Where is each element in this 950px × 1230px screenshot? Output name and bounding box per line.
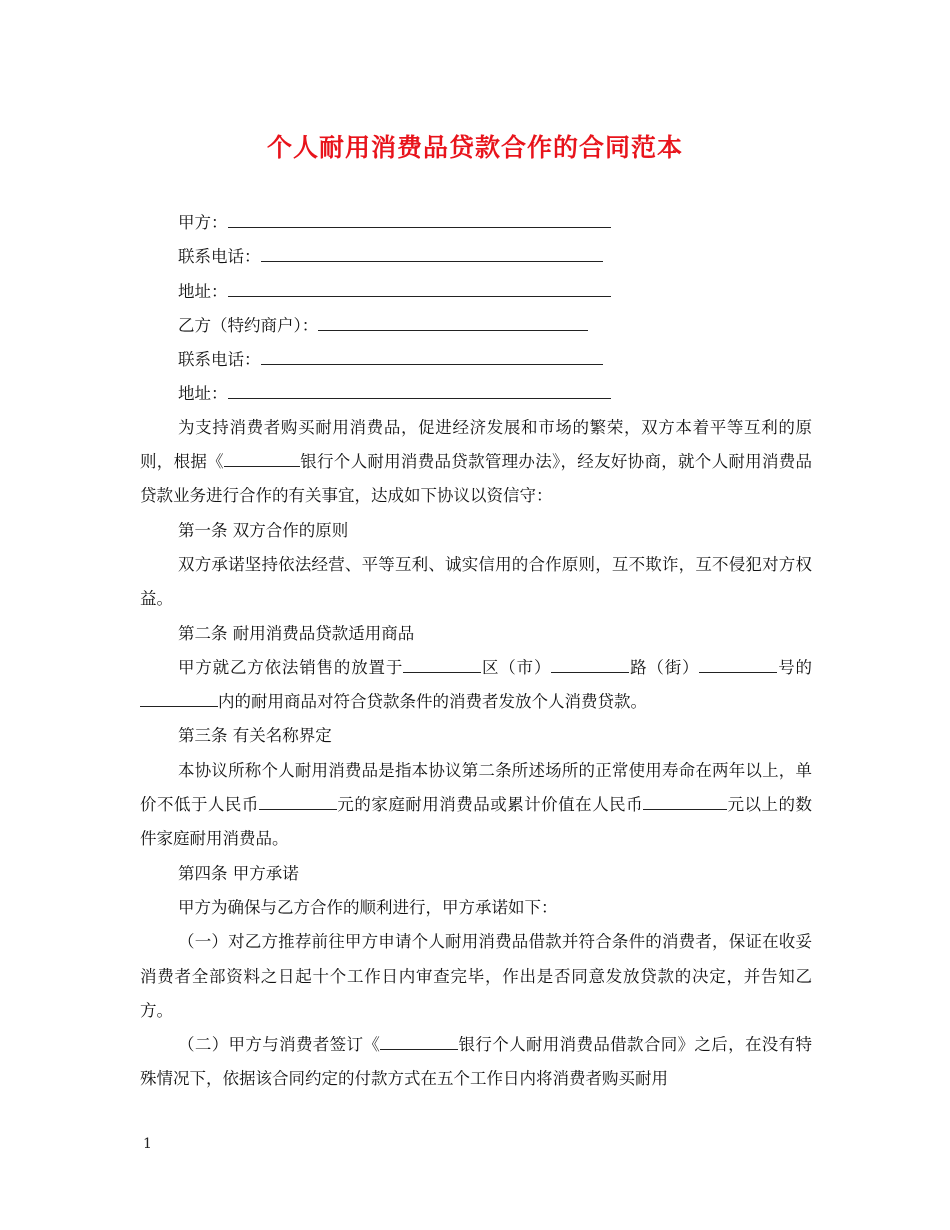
intro-paragraph [140, 411, 812, 514]
article-4-heading: 第四条 甲方承诺 [178, 863, 299, 883]
intro-text-1: 为支持消费者购买耐用消费品，促进经济发展和市场的繁荣，双方本着平等互利的原则，根据《 [140, 417, 812, 472]
article-4-text: 甲方为确保与乙方合作的顺利进行，甲方承诺如下： [178, 897, 558, 917]
party-a-blank [228, 205, 611, 228]
article-3-text-2: 元的家庭耐用消费品或累计价值在人民币 [336, 795, 644, 815]
party-b-address-field [140, 376, 812, 410]
article-2-text-1: 甲方就乙方依法销售的放置于 [178, 657, 404, 677]
article-3-text-1: 本协议所称个人耐用消费品是指本协议第二条所述场所的正常使用寿命在两年以上，单价不低于人民币 [140, 760, 812, 815]
party-b-phone-label: 联系电话： [178, 350, 261, 370]
article-2-heading: 第二条 耐用消费品贷款适用商品 [178, 623, 415, 643]
party-a-field [140, 205, 812, 239]
article-1-text: 双方承诺坚持依法经营、平等互利、诚实信用的合作原则，互不欺诈，互不侵犯对方权益。 [140, 554, 812, 609]
district-blank [403, 654, 481, 673]
article-2-text-5: 内的耐用商品对符合贷款条件的消费者发放个人消费贷款。 [218, 692, 647, 712]
intro-text-2: 银行个人耐用消费品贷款管理办法》，经友好协商，就个人耐用消费品贷款业务进行合作的有关事宜，达成如下协议以资信守： [140, 452, 813, 506]
bank-name-blank [224, 448, 300, 467]
road-blank [551, 654, 629, 673]
article-2-text [140, 651, 812, 720]
party-a-address-label: 地址： [178, 281, 228, 301]
number-blank [699, 654, 777, 673]
party-a-phone-field [140, 239, 812, 273]
article-3-text-3: 元以上的数件家庭耐用消费品。 [140, 795, 813, 849]
party-b-phone-blank [261, 342, 603, 365]
article-4-item-2-text-1: （二）甲方与消费者签订《 [178, 1035, 381, 1055]
loan-contract-bank-blank [380, 1031, 458, 1050]
article-4-item-2-text-2: 银行个人耐用消费品借款合同》之后，在没有特殊情况下，依据该合同约定的付款方式在五个工作日内将消费者购买耐用 [140, 1035, 813, 1089]
article-2-text-4: 号的 [777, 657, 813, 677]
article-2-text-3: 路（街） [629, 657, 700, 677]
article-4-item-2 [140, 1028, 812, 1097]
party-a-address-field [140, 274, 812, 308]
unit-price-blank [259, 791, 337, 810]
party-b-phone-field [140, 342, 812, 376]
article-3-text [140, 754, 812, 857]
total-value-blank [643, 791, 727, 810]
party-b-label: 乙方（特约商户）： [178, 315, 319, 335]
article-3-heading: 第三条 有关名称界定 [178, 726, 332, 746]
party-a-phone-label: 联系电话： [178, 247, 261, 267]
party-b-blank [318, 308, 588, 331]
party-b-address-blank [228, 376, 611, 399]
party-b-address-label: 地址： [178, 384, 228, 404]
article-1-heading: 第一条 双方合作的原则 [178, 520, 349, 540]
party-a-address-blank [228, 274, 611, 297]
party-b-field [140, 308, 812, 342]
document-body [140, 205, 812, 1097]
party-a-phone-blank [261, 239, 603, 262]
page-number: 1 [143, 1136, 152, 1152]
article-4-item-1: （一）对乙方推荐前往甲方申请个人耐用消费品借款并符合条件的消费者，保证在收妥消费者全部资料之日起十个工作日内审查完毕，作出是否同意发放贷款的决定，并告知乙方。 [140, 932, 812, 1020]
location-blank [140, 688, 218, 707]
party-a-label: 甲方： [178, 213, 228, 232]
article-2-text-2: 区（市） [481, 657, 552, 677]
document-title: 个人耐用消费品贷款合作的合同范本 [266, 133, 683, 162]
